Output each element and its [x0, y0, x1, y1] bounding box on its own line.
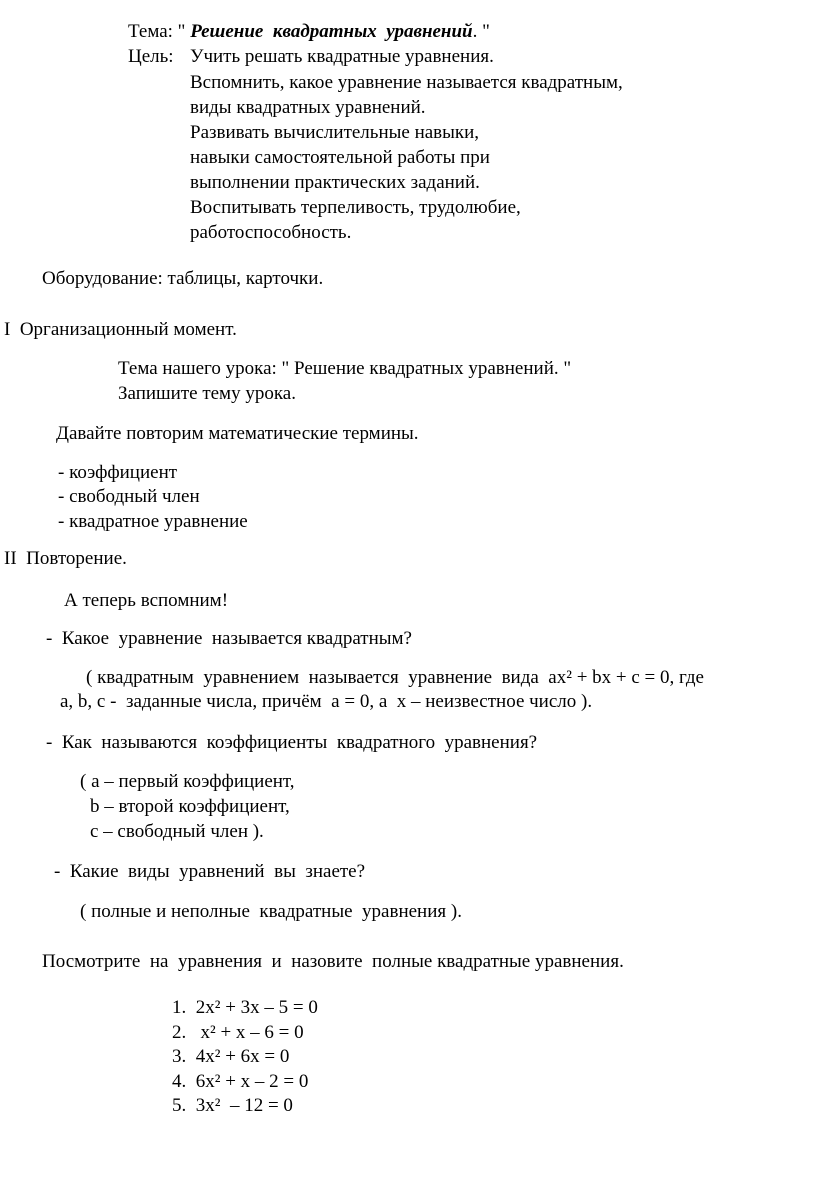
- task-line: Посмотрите на уравнения и назовите полные квадратные уравнения.: [42, 951, 624, 972]
- answer-3: ( полные и неполные квадратные уравнения ).: [80, 901, 462, 922]
- topic-line: [128, 20, 490, 44]
- equation-item: [172, 1070, 308, 1094]
- goal-line: Вспомнить, какое уравнение называется квадратным,: [190, 72, 623, 93]
- goal-line: навыки самостоятельной работы при: [190, 147, 490, 168]
- question-1: - Какое уравнение называется квадратным?: [46, 628, 412, 649]
- equation-item: [172, 1021, 304, 1045]
- topic-end: . ": [472, 21, 490, 42]
- equation-text: 6x² + x – 2 = 0: [195, 1071, 309, 1092]
- term-item: - квадратное уравнение: [58, 511, 248, 532]
- equipment-line: Оборудование: таблицы, карточки.: [42, 268, 324, 289]
- topic-label: Тема: ": [128, 21, 186, 42]
- goal-label: Цель:: [128, 46, 174, 67]
- equation-text: x² + x – 6 = 0: [195, 1022, 304, 1043]
- question-2: - Как называются коэффициенты квадратного уравнения?: [46, 732, 538, 753]
- equation-text: 3x² – 12 = 0: [195, 1095, 293, 1116]
- recall-line: А теперь вспомним!: [64, 590, 229, 611]
- equation-number: 3.: [172, 1046, 187, 1067]
- answer-1-line-1: ( квадратным уравнением называется уравнение вида ax² + bx + c = 0, где: [86, 667, 704, 688]
- term-item: - свободный член: [58, 486, 200, 507]
- question-3: - Какие виды уравнений вы знаете?: [54, 861, 366, 882]
- equation-item: [172, 1094, 293, 1118]
- equation-number: 4.: [172, 1071, 187, 1092]
- term-item: - коэффициент: [58, 462, 178, 483]
- section-1-title: I Организационный момент.: [4, 319, 237, 340]
- goal-line: Воспитывать терпеливость, трудолюбие,: [190, 197, 521, 218]
- equation-text: 2x² + 3x – 5 = 0: [195, 997, 318, 1018]
- topic-title: Решение квадратных уравнений: [190, 21, 473, 42]
- answer-2-line: b – второй коэффициент,: [90, 796, 290, 817]
- goal-line: работоспособность.: [190, 222, 352, 243]
- answer-2-line: c – свободный член ).: [90, 821, 264, 842]
- equation-number: 5.: [172, 1095, 187, 1116]
- answer-2-line: ( a – первый коэффициент,: [80, 771, 295, 792]
- goal-line: Учить решать квадратные уравнения.: [190, 46, 494, 67]
- goal-line: виды квадратных уравнений.: [190, 97, 426, 118]
- answer-1-line-2: a, b, c - заданные числа, причём a = 0, a x – неизвестное число ).: [60, 691, 593, 712]
- section-2-title: II Повторение.: [4, 548, 127, 569]
- write-topic-line: Запишите тему урока.: [118, 383, 296, 404]
- lesson-topic-line: Тема нашего урока: " Решение квадратных уравнений. ": [118, 358, 572, 379]
- equation-number: 1.: [172, 997, 187, 1018]
- equation-item: [172, 996, 318, 1020]
- equation-item: [172, 1045, 289, 1069]
- repeat-terms-line: Давайте повторим математические термины.: [56, 423, 419, 444]
- equation-text: 4x² + 6x = 0: [195, 1046, 290, 1067]
- goal-line: Развивать вычислительные навыки,: [190, 122, 480, 143]
- goal-line: выполнении практических заданий.: [190, 172, 480, 193]
- equation-number: 2.: [172, 1022, 187, 1043]
